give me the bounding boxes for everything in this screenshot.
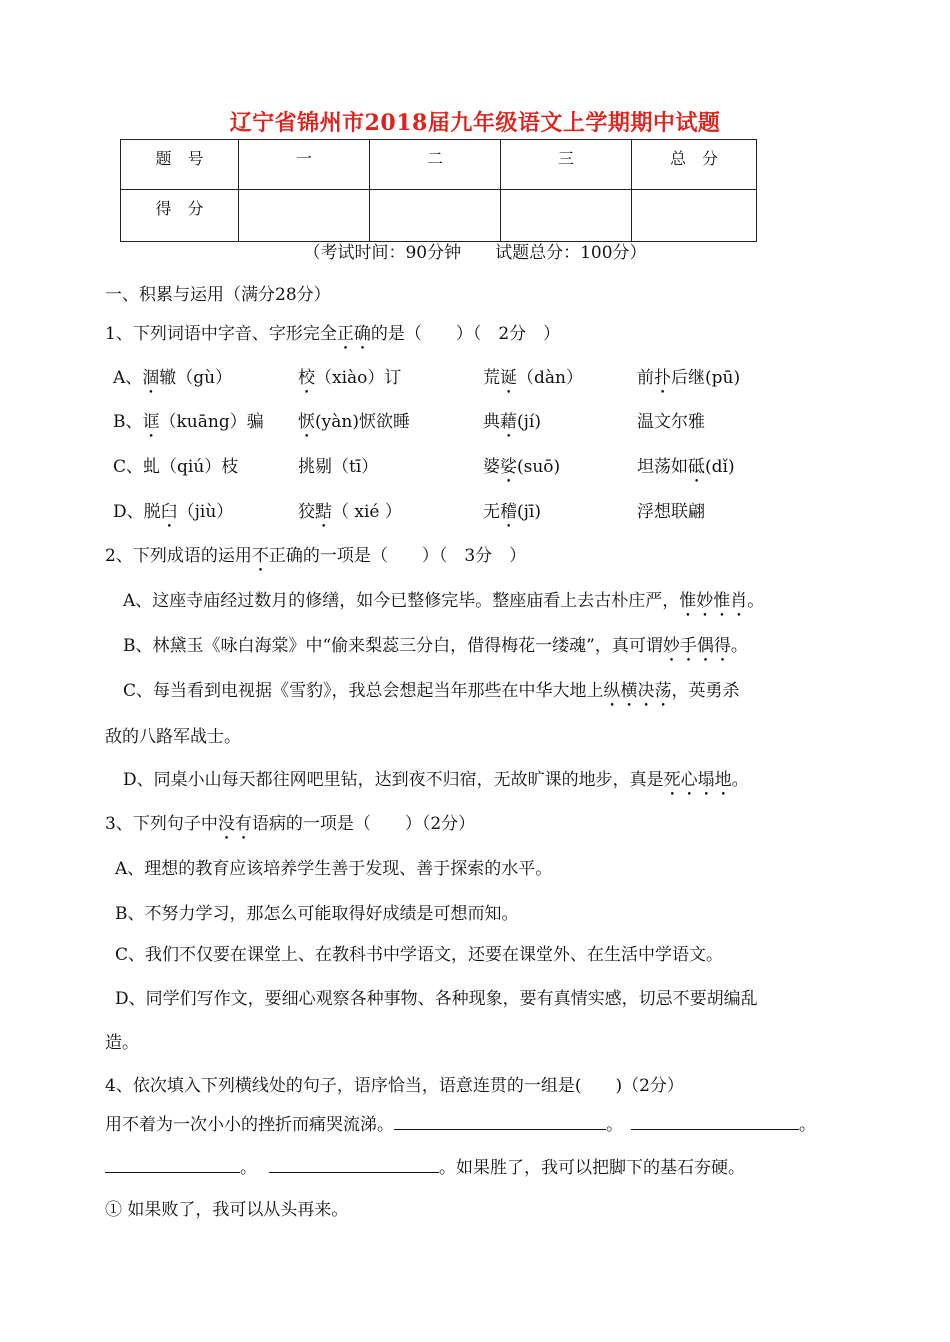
score-cell[interactable] bbox=[370, 190, 501, 242]
question-4-option-1: ① 如果败了，我可以从头再来。 bbox=[105, 1200, 349, 1220]
answer-blank[interactable] bbox=[394, 1111, 606, 1130]
question-3-option-d: D、同学们写作文，要细心观察各种事物、各种现象，要有真情实感，切忌不要胡编乱 bbox=[115, 989, 758, 1009]
score-row-label: 得 分 bbox=[121, 190, 239, 242]
question-3-option-a: A、理想的教育应该培养学生善于发现、善于探索的水平。 bbox=[115, 859, 553, 879]
score-table-header: 题 号 bbox=[121, 140, 239, 190]
question-2-option-d: D、同桌小山每天都往网吧里钻，达到夜不归宿，无故旷课的地步，真是死心塌地。 bbox=[123, 770, 749, 790]
score-table-header: 二 bbox=[370, 140, 501, 190]
score-table-header: 总 分 bbox=[632, 140, 757, 190]
question-4-stem: 4、依次填入下列横线处的句子，语序恰当，语意连贯的一组是( )（2分） bbox=[105, 1076, 684, 1096]
score-table-header-row bbox=[121, 140, 757, 190]
answer-blank[interactable] bbox=[105, 1154, 240, 1173]
score-table-header: 三 bbox=[501, 140, 632, 190]
question-4-passage-line-1: 用不着为一次小小的挫折而痛哭流涕。 。 。 bbox=[105, 1110, 816, 1135]
exam-info: （考试时间：90分钟 试题总分：100分） bbox=[303, 243, 647, 263]
score-table-row bbox=[121, 190, 757, 242]
question-3-option-b: B、不努力学习，那怎么可能取得好成绩是可想而知。 bbox=[115, 904, 519, 924]
question-2-option-c: C、每当看到电视据《雪豹》，我总会想起当年那些在中华大地上纵横决荡，英勇杀 bbox=[123, 681, 740, 701]
answer-blank[interactable] bbox=[269, 1154, 439, 1173]
score-cell[interactable] bbox=[632, 190, 757, 242]
question-2-option-c-cont: 敌的八路军战士。 bbox=[105, 727, 241, 747]
score-table-header: 一 bbox=[239, 140, 370, 190]
answer-blank[interactable] bbox=[631, 1111, 799, 1130]
score-cell[interactable] bbox=[501, 190, 632, 242]
score-cell[interactable] bbox=[239, 190, 370, 242]
question-1-stem: 1、下列词语中字音、字形完全正确的是（ ）（ 2分 ） bbox=[105, 324, 561, 344]
section-heading: 一、积累与运用（满分28分） bbox=[105, 285, 331, 305]
question-3-option-d-cont: 造。 bbox=[105, 1033, 139, 1053]
question-2-stem: 2、下列成语的运用不正确的一项是（ ）（ 3分 ） bbox=[105, 546, 527, 566]
question-4-passage-line-2: 。 。如果胜了，我可以把脚下的基石夯硬。 bbox=[105, 1153, 745, 1178]
page-title: 辽宁省锦州市2018届九年级语文上学期期中试题 bbox=[229, 110, 721, 136]
score-table bbox=[120, 139, 757, 242]
question-3-stem: 3、下列句子中没有语病的一项是（ ）（2分） bbox=[105, 814, 476, 834]
question-2-option-a: A、这座寺庙经过数月的修缮，如今已整修完毕。整座庙看上去古朴庄严，惟妙惟肖。 bbox=[123, 591, 765, 611]
question-3-option-c: C、我们不仅要在课堂上、在教科书中学语文，还要在课堂外、在生活中学语文。 bbox=[115, 945, 724, 965]
question-2-option-b: B、林黛玉《咏白海棠》中“偷来梨蕊三分白，借得梅花一缕魂”，真可谓妙手偶得。 bbox=[123, 636, 748, 656]
